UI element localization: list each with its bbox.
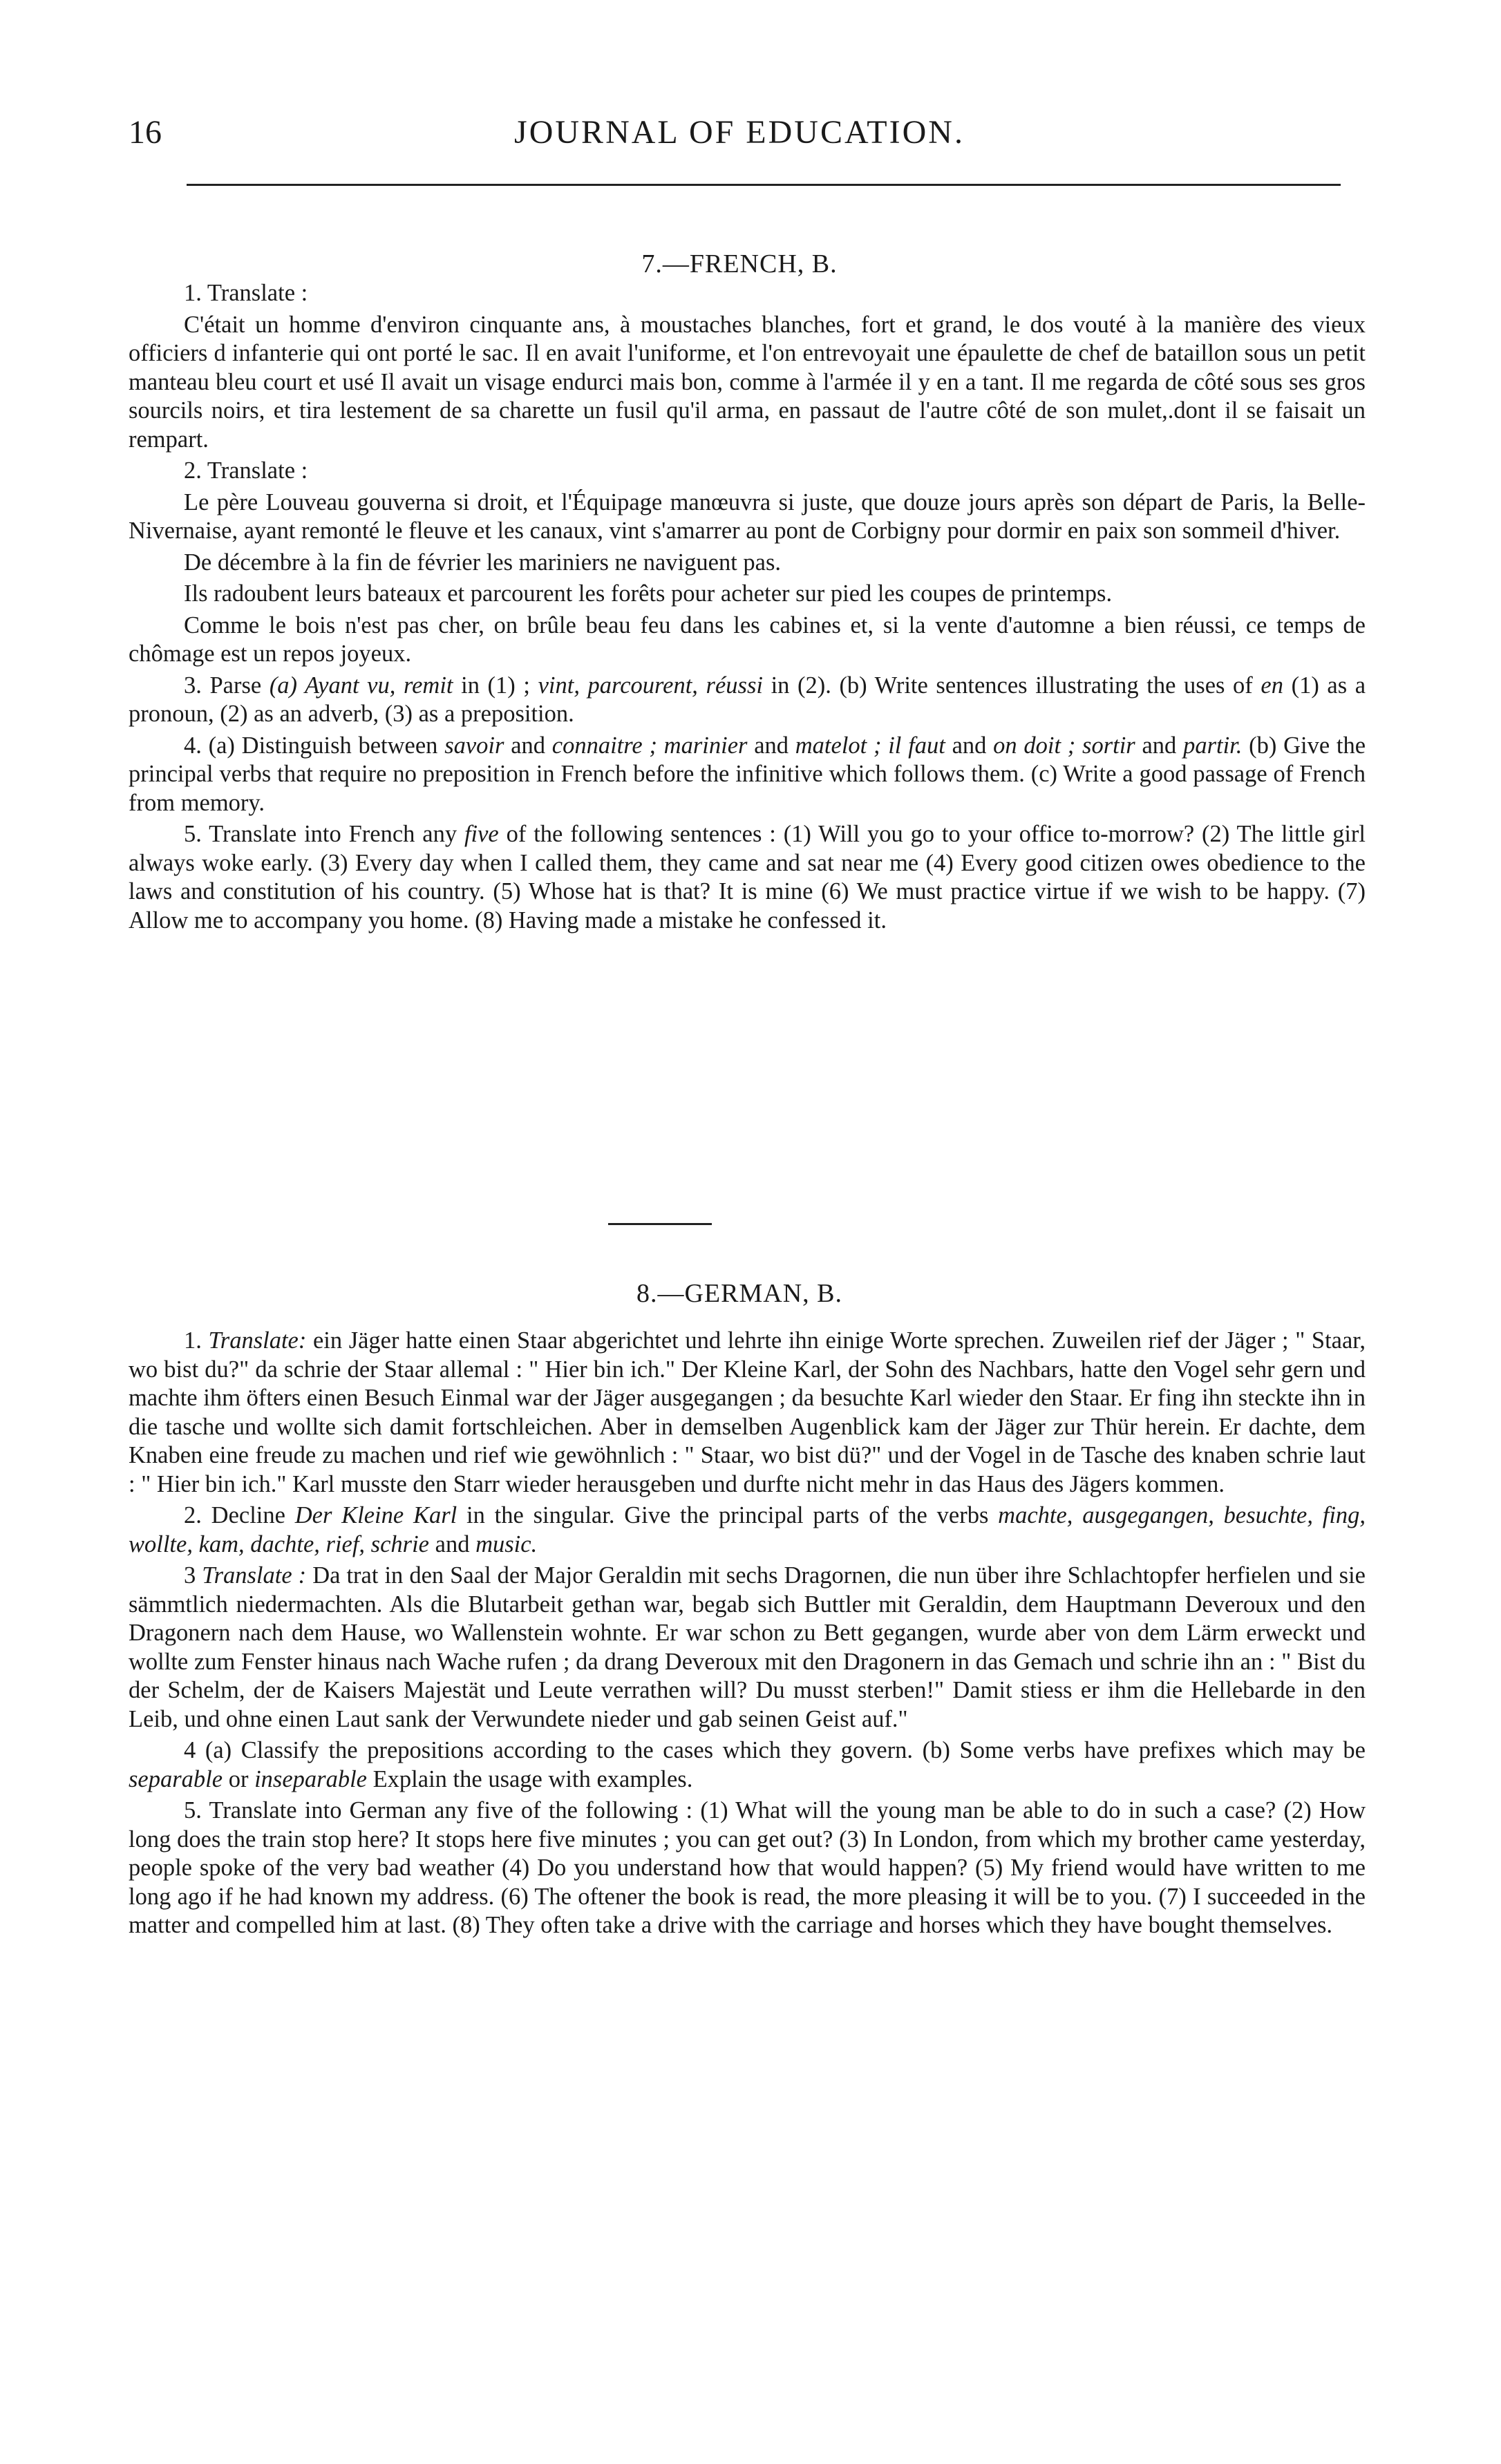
q4-text: 4 (a) Classify the prepositions according to the cases which they govern. (b) Some verbs have prefixes which may be xyxy=(184,1737,1366,1763)
q3-text: (1) as a pronoun, (2) as an adverb, (3) as a preposition. xyxy=(129,672,1366,727)
german-q1 xyxy=(129,1327,1366,1499)
french-section-body xyxy=(129,279,1366,938)
q4-italic-word: savoir xyxy=(444,732,504,759)
q3-number: 3 xyxy=(184,1562,196,1589)
q2-italic-words: machte, ausgegangen, besuchte, fing, wollte, kam, dachte, rief, schrie xyxy=(129,1502,1366,1557)
q1-passage: ein Jäger hatte einen Staar abgerichtet und lehrte ihn einige Worte sprechen. Zuweilen rief der Jäger ; " Staar, wo bist du?" da schrie der Staar allemal : " Hier bin ich." Der Kleine Karl, der Sohn des Nachbars, hatte den Vogel sehr gern und machte ihm öfters einen Besuch Einmal war der Jäger ausgegangen ; da besuchte Karl wieder den Staar. Er fing ihn steckte ihn in die tasche und wollte sich damit fortschleichen. Aber in demselben Augenblick kam der Jäger zur Thür herein. Er dachte, dem Knaben eine freude zu machen und rief wie gewöhnlich : " Staar, wo bist dü?" und der Vogel in de Tasche des knaben schrie laut : " Hier bin ich." Karl musste den Starr wieder herausgeben und durfte nicht mehr in das Haus des Jägers kommen. xyxy=(129,1327,1366,1497)
q4-text: and xyxy=(952,732,987,759)
q4-text: and xyxy=(1142,732,1177,759)
german-section-body xyxy=(129,1327,1366,1943)
french-q2-paragraph: Le père Louveau gouverna si droit, et l'Équipage manœuvra si juste, que douze jours après son départ de Paris, la Belle-Nivernaise, ayant remonté le fleuve et les canaux, vint s'amarrer au pont de Corbigny pour dormir en paix son sommeil d'hiver. xyxy=(129,489,1366,544)
german-q4 xyxy=(129,1736,1366,1794)
q2-italic-words: Der Kleine Karl xyxy=(294,1502,457,1528)
french-q2-paragraph: De décembre à la fin de février les mariniers ne naviguent pas. xyxy=(184,549,782,576)
q4-italic-word: connaitre ; marinier xyxy=(551,732,748,759)
q4-text: and xyxy=(511,732,546,759)
german-section-title: 8.—GERMAN, B. xyxy=(636,1279,843,1308)
page-header xyxy=(117,104,1361,159)
q4-italic-word: partir. xyxy=(1183,732,1243,759)
q4-italic-word: matelot ; il faut xyxy=(795,732,945,759)
q3-italic-word: en xyxy=(1261,672,1283,699)
q2-italic-word: music. xyxy=(475,1530,538,1557)
french-q3 xyxy=(129,672,1366,729)
q3-instruction: Translate : xyxy=(202,1562,307,1589)
q5-italic-word: five xyxy=(464,821,499,847)
q4-text: 4. (a) Distinguish between xyxy=(184,732,438,759)
q3-italic-words: vint, parcourent, réussi xyxy=(538,672,763,699)
french-q4 xyxy=(129,732,1366,818)
q4-text: (b) Give the principal verbs that require no preposition in French before the infinitive which follows them. (c) Write a good passage of French from memory. xyxy=(129,732,1366,816)
french-q1-label: 1. Translate : xyxy=(184,280,308,306)
q3-text: 3. Parse xyxy=(184,672,262,699)
q4-text: Explain the usage with examples. xyxy=(372,1765,693,1792)
q3-passage: Da trat in den Saal der Major Geraldin mit sechs Dragornen, die nun über ihre Schlachtopfer herfielen und sie sämmtlich niedermachten. Als die Blutarbeit gethan war, begab sich Buttler mit Geraldin, dem Hauptmann Deveroux und den Dragonern nach dem Hause, wo Wallenstein wohnte. Er war schon zu Bett gegangen, wurde aber von dem Lärm erweckt und wollte zum Fenster hinaus nach Wache rufen ; da drang Deveroux mit den Dragonern in das Gemach und schrie ihn an : " Bist du der Schelm, der de Kaisers Majestät und Leute verrathen will? Du musst sterben!" Damit stiess er ihm die Hellebarde in den Leib, und ohne einen Laut sank der Verwundete nieder und gab seinen Geist auf." xyxy=(129,1562,1366,1732)
q4-italic-word: separable xyxy=(129,1765,223,1792)
german-q5: 5. Translate into German any five of the following : (1) What will the young man be able to do in such a case? (2) How long does the train stop here? It stops here five minutes ; you can get out? (3) In London, from which my brother came yesterday, people spoke of the very bad weather (4) Do you understand how that would happen? (5) My friend would have written to me long ago if he had known my address. (6) The oftener the book is read, the more pleasing it will be to you. (7) I succeeded in the matter and compelled him at last. (8) They often take a drive with the carriage and horses which they have bought themselves. xyxy=(129,1797,1366,1938)
q2-text: and xyxy=(435,1530,470,1557)
journal-title: JOURNAL OF EDUCATION. xyxy=(514,114,965,151)
q5-text: 5. Translate into French any xyxy=(184,821,457,847)
french-q2-label: 2. Translate : xyxy=(184,457,308,484)
q2-text: in the singular. Give the principal parts of the verbs xyxy=(466,1502,989,1528)
q4-italic-word: on doit ; sortir xyxy=(993,732,1135,759)
page-number: 16 xyxy=(129,114,162,151)
german-q2 xyxy=(129,1501,1366,1559)
header-rule xyxy=(187,184,1341,186)
french-q5 xyxy=(129,820,1366,935)
section-divider xyxy=(608,1223,712,1225)
french-section-title: 7.—FRENCH, B. xyxy=(641,249,838,278)
q3-italic-words: (a) Ayant vu, remit xyxy=(269,672,453,699)
french-q2-paragraph: Ils radoubent leurs bateaux et parcourent les forêts pour acheter sur pied les coupes de printemps. xyxy=(184,580,1113,607)
q4-italic-word: inseparable xyxy=(254,1765,367,1792)
q4-text: or xyxy=(228,1765,249,1792)
french-q2-paragraph: Comme le bois n'est pas cher, on brûle beau feu dans les cabines et, si la vente d'automne a bien réussi, ce temps de chômage est un repos joyeux. xyxy=(129,612,1366,667)
q1-number: 1. xyxy=(184,1327,202,1354)
q2-text: 2. Decline xyxy=(184,1502,285,1528)
q5-text: of the following sentences : (1) Will you go to your office to-morrow? (2) The little girl always woke early. (3) Every day when I called them, they came and sat near me (4) Every good citizen owes obedience to the laws and constitution of his country. (5) Whose hat is that? It is mine (6) We must practice virtue if we wish to be happy. (7) Allow me to accompany you home. (8) Having made a mistake he confessed it. xyxy=(129,821,1366,934)
q3-text: in (1) ; xyxy=(461,672,530,699)
q4-text: and xyxy=(754,732,789,759)
q3-text: in (2). (b) Write sentences illustrating the uses of xyxy=(771,672,1253,699)
french-q1-passage: C'était un homme d'environ cinquante ans, à moustaches blanches, fort et grand, le dos vouté à la manière des vieux officiers d infanterie qui ont porté le sac. Il en avait l'uniforme, et l'on entrevoyait une épaulette de chef de bataillon sous un petit manteau bleu court et usé Il avait un visage endurci mais bon, comme à l'armée il y en a tant. Il me regarda de côté sous ses gros sourcils noirs, et tira lestement de sa charette un fusil qu'il arma, en passaut de l'autre côté de son mulet,.dont il se faisait un rempart. xyxy=(129,311,1366,453)
q1-instruction: Translate: xyxy=(208,1327,307,1354)
german-q3 xyxy=(129,1562,1366,1734)
